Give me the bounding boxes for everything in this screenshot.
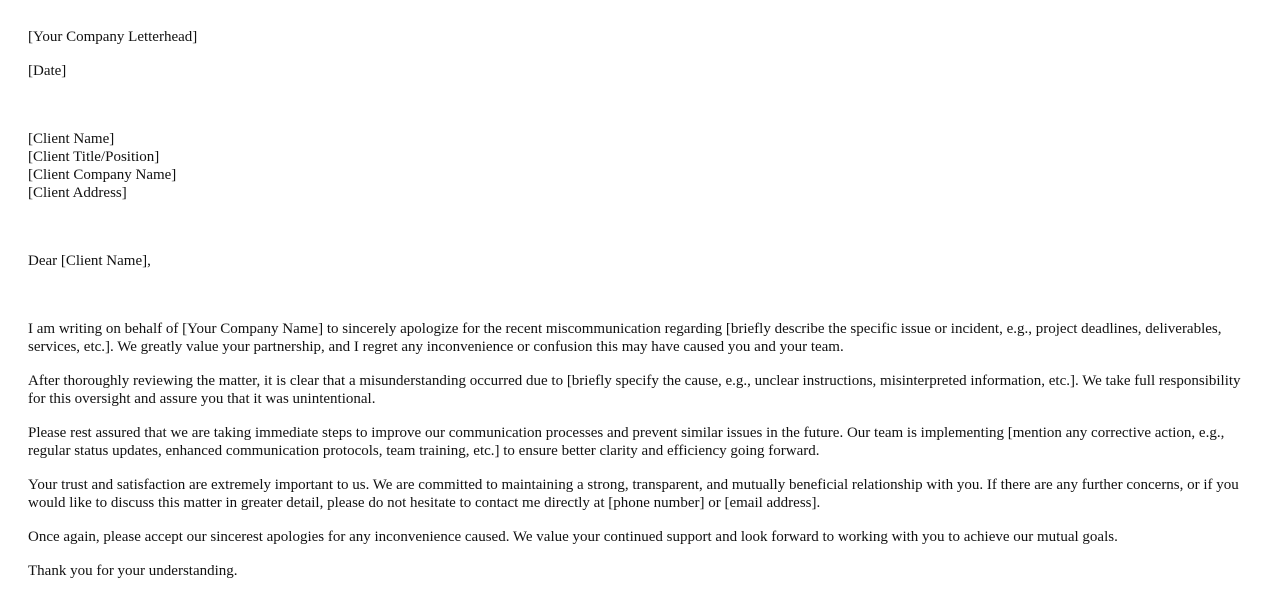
recipient-company: [Client Company Name] [28, 167, 177, 183]
paragraph-closing-apology: Once again, please accept our sincerest apologies for any inconvenience caused. We value your continued support and look forward to working with you to achieve our mutual goals. [28, 529, 1118, 545]
letter-date: [Date] [28, 63, 67, 79]
paragraph-cause: After thoroughly reviewing the matter, it is clear that a misunderstanding occurred due to [briefly specify the cause, e.g., unclear instructions, misinterpreted information, etc.]. We take full responsibility for this oversight and assure you that it was unintentional. [28, 373, 1241, 407]
recipient-address: [Client Address] [28, 185, 127, 201]
letter-body [28, 28, 1243, 596]
salutation: Dear [Client Name], [28, 253, 151, 269]
recipient-name: [Client Name] [28, 131, 115, 147]
recipient-title: [Client Title/Position] [28, 149, 160, 165]
recipient-block [28, 130, 1243, 202]
paragraph-thanks: Thank you for your understanding. [28, 563, 238, 579]
paragraph-commitment: Your trust and satisfaction are extremely important to us. We are committed to maintaining a strong, transparent, and mutually beneficial relationship with you. If there are any further concerns, or if you would like to discuss this matter in greater detail, please do not hesitate to contact me directly at [phone number] or [email address]. [28, 477, 1239, 511]
letterhead: [Your Company Letterhead] [28, 29, 198, 45]
paragraph-corrective-steps: Please rest assured that we are taking immediate steps to improve our communication processes and prevent similar issues in the future. Our team is implementing [mention any corrective action, e.g., regular status updates, enhanced communication protocols, team training, etc.] to ensure better clarity and efficiency going forward. [28, 425, 1225, 459]
paragraph-apology: I am writing on behalf of [Your Company Name] to sincerely apologize for the recent miscommunication regarding [briefly describe the specific issue or incident, e.g., project deadlines, deliverables, services, etc.]. We greatly value your partnership, and I regret any inconvenience or confusion this may have caused you and your team. [28, 321, 1222, 355]
